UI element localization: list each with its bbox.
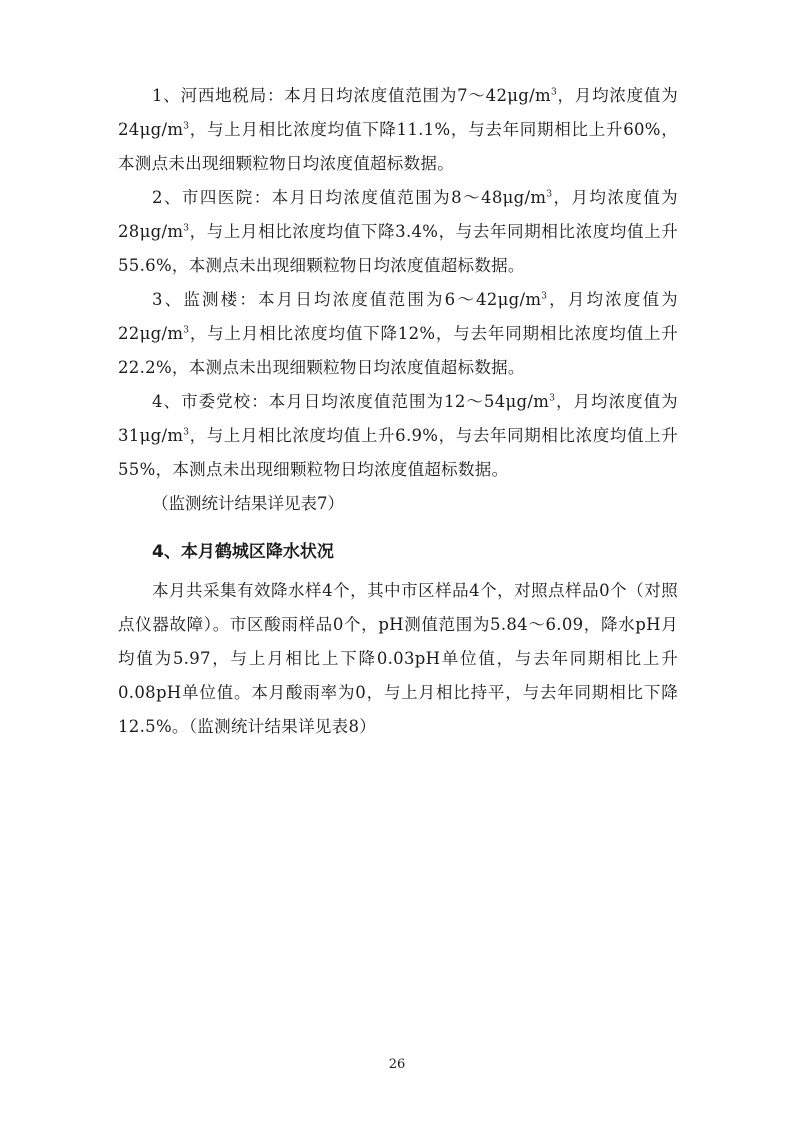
paragraph-text: 本月日均浓度值范围为8～48μg/m [271,188,547,207]
paragraph-text: ，与上月相比浓度均值下降3.4%，与去年同期相比浓度均值上升55.6%，本测点未出现细颗粒物日均浓度值超标数据。 [118,222,678,275]
station-paragraph-party-school [118,385,678,487]
superscript: 3 [550,87,558,98]
station-label: 2、市四医院： [152,188,272,207]
station-label: 1、河西地税局： [152,86,285,105]
paragraph-text: ，月均浓度值为24μg/m [118,86,679,139]
paragraph-text: 本月日均浓度值范围为7～42μg/m [284,86,551,105]
table-reference-note: （监测统计结果详见表7） [152,494,344,513]
section-heading: 4、本月鹤城区降水状况 [152,542,334,562]
superscript: 3 [183,223,190,234]
rain-paragraph: 本月共采集有效降水样4个，其中市区样品4个，对照点样品0个（对照点仪器故障）。市区酸雨样品0个，pH测值范围为5.84～6.09，降水pH月均值为5.97，与上月相比上下降0.03pH单位值，与去年同期相比上升0.08pH单位值。本月酸雨率为0，与上月相比持平，与去年同期相比下降12.5%。（监测统计结果详见表8） [118,581,678,736]
superscript: 3 [183,427,190,438]
paragraph-text: ，与上月相比浓度均值下降11.1%，与去年同期相比上升60%，本测点未出现细颗粒物日均浓度值超标数据。 [118,120,678,173]
station-paragraph-monitoring-building [118,283,678,385]
superscript: 3 [546,189,553,200]
superscript: 3 [541,291,548,302]
paragraph-text: ，与上月相比浓度均值下降12%，与去年同期相比浓度均值上升22.2%，本测点未出现细颗粒物日均浓度值超标数据。 [118,324,678,377]
paragraph-text: ，月均浓度值为22μg/m [118,290,678,343]
superscript: 3 [183,121,190,132]
paragraph-text: 本月日均浓度值范围为6～42μg/m [258,290,542,309]
station-paragraph-hospital [118,181,678,283]
station-label: 4、市委党校： [152,392,269,411]
station-label: 3、监测楼： [152,290,258,309]
superscript: 3 [549,393,556,404]
paragraph-text: ，月均浓度值为28μg/m [118,188,678,241]
station-paragraph-hexi [118,79,678,181]
paragraph-text: ，与上月相比浓度均值上升6.9%，与去年同期相比浓度均值上升55%，本测点未出现细颗粒物日均浓度值超标数据。 [118,426,678,479]
paragraph-text: ，月均浓度值为31μg/m [118,392,678,445]
superscript: 3 [183,325,190,336]
paragraph-text: 本月日均浓度值范围为12～54μg/m [268,392,550,411]
page-number: 26 [388,1057,406,1072]
